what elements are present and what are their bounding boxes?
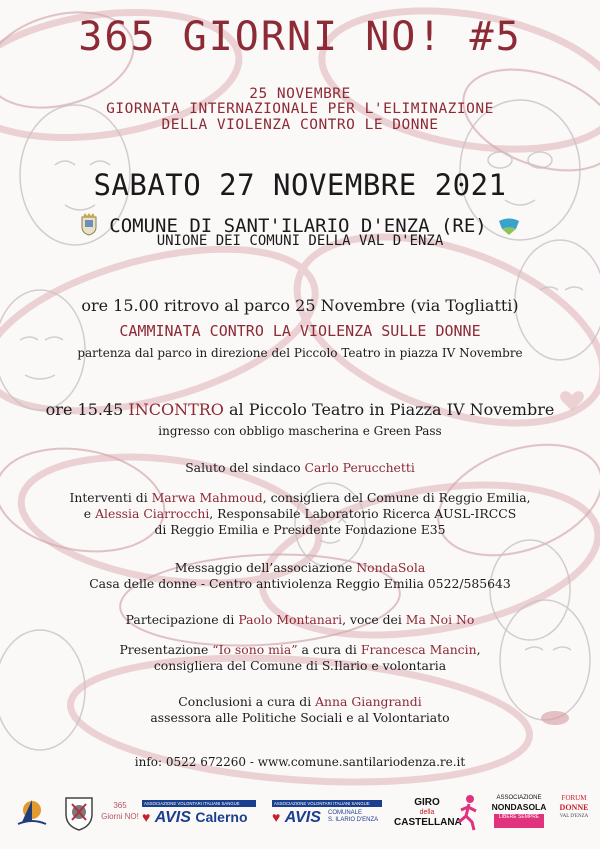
- giro-castellana: CASTELLANA: [394, 817, 462, 828]
- message-line-1: [0, 560, 600, 575]
- subtitle-line-2: DELLA VIOLENZA CONTRO LE DONNE: [161, 117, 439, 133]
- giro-castellana-logo: [394, 798, 460, 834]
- meeting-time: ore 15.45: [45, 400, 129, 419]
- speakers-line-1: [0, 490, 600, 505]
- forum-donne: DONNE: [559, 803, 589, 812]
- subtitle-line-1: GIORNATA INTERNAZIONALE PER L'ELIMINAZIONE: [106, 101, 494, 117]
- meeting-time-line: ore 15.00 ritrovo al parco 25 Novembre (via Togliatti): [81, 296, 519, 315]
- participation-mid: , voce dei: [342, 612, 406, 627]
- subtitle-date: 25 NOVEMBRE: [249, 86, 351, 102]
- speakers-conj: e: [83, 506, 96, 521]
- presentation-line-1: [0, 642, 600, 657]
- presentation-mid: a cura di: [297, 642, 361, 657]
- info-line: info: 0522 672260 - www.comune.santilariodenza.re.it: [134, 755, 466, 769]
- runner-icon: [456, 794, 480, 832]
- avis-santilario-logo: [272, 800, 382, 832]
- greeting-prefix: Saluto del sindaco: [185, 460, 305, 475]
- presentation-prefix: Presentazione: [119, 642, 213, 657]
- speaker-2-name: Alessia Ciarrocchi: [95, 506, 210, 521]
- speakers-prefix: Interventi di: [69, 490, 152, 505]
- nondasola-name: NONDASOLA: [491, 802, 547, 812]
- meeting-place: al Piccolo Teatro in Piazza IV Novembre: [223, 400, 555, 419]
- event-title: 365 GIORNI NO! #5: [78, 14, 522, 60]
- avis-heart-icon: ♥: [142, 809, 151, 825]
- club-crest-logo: [62, 794, 96, 832]
- event-date: SABATO 27 NOVEMBRE 2021: [93, 168, 507, 202]
- avis-santilario-c2: S. ILARIO D'ENZA: [328, 817, 379, 823]
- 365-giorni-logo: [100, 800, 140, 822]
- walk-title: CAMMINATA CONTRO LA VIOLENZA SULLE DONNE: [119, 322, 481, 340]
- participation-prefix: Partecipazione di: [125, 612, 239, 627]
- conclusions-line-1: [0, 694, 600, 709]
- meeting-highlight: INCONTRO: [128, 400, 224, 419]
- avis-calerno-logo: [142, 800, 256, 832]
- mayor-name: Carlo Perucchetti: [304, 460, 415, 475]
- avis-calerno-band: ASSOCIAZIONE VOLONTARI ITALIANI SANGUE: [142, 800, 256, 807]
- message-prefix: Messaggio dell’associazione: [174, 560, 357, 575]
- presentation-comma: ,: [476, 642, 481, 657]
- message-line-2: Casa delle donne - Centro antiviolenza Reggio Emilia 0522/585643: [89, 576, 511, 591]
- walk-route: partenza dal parco in direzione del Piccolo Teatro in piazza IV Novembre: [77, 346, 523, 360]
- avis-calerno-city: Calerno: [195, 809, 248, 825]
- nondasola-logo: [488, 794, 550, 834]
- presenter-name: Francesca Mancin: [360, 642, 477, 657]
- speakers-line-3: di Reggio Emilia e Presidente Fondazione E35: [154, 522, 446, 537]
- union-name: UNIONE DEI COMUNI DELLA VAL D'ENZA: [156, 233, 444, 249]
- municipality-name: COMUNE DI SANT'ILARIO D'ENZA (RE): [109, 215, 487, 237]
- forum-valdenza: VAL D'ENZA: [559, 814, 589, 819]
- band-name: Ma Noi No: [405, 612, 475, 627]
- forum-word: FORUM: [561, 794, 587, 802]
- association-name: NondaSola: [356, 560, 426, 575]
- avis-santilario-c1: COMUNALE: [328, 810, 363, 816]
- conclusions-prefix: Conclusioni a cura di: [178, 694, 316, 709]
- avis-santilario-band: ASSOCIAZIONE VOLONTARI ITALIANI SANGUE: [272, 800, 382, 807]
- giro-word: GIRO: [414, 797, 440, 808]
- nondasola-tagline: LIBERE SEMPRE: [494, 814, 544, 828]
- sponsor-logos: [0, 790, 600, 840]
- presentation-line-2: consigliera del Comune di S.Ilario e volontaria: [153, 658, 447, 673]
- nondasola-assoc: ASSOCIAZIONE: [496, 795, 542, 801]
- speaker-1-role: , consigliera del Comune di Reggio Emilia,: [262, 490, 531, 505]
- assessor-name: Anna Giangrandi: [315, 694, 422, 709]
- conclusions-line-2: assessora alle Politiche Sociali e al Volontariato: [150, 710, 450, 725]
- book-title: “Io sono mia”: [212, 642, 298, 657]
- 365-logo-number: 365: [113, 801, 127, 810]
- sailing-club-logo: [14, 796, 50, 832]
- meeting-line: [0, 400, 600, 419]
- speaker-2-role: , Responsabile Laboratorio Ricerca AUSL-IRCCS: [209, 506, 517, 521]
- 365-logo-text: Giorni NO!: [101, 812, 139, 821]
- speakers-line-2: [0, 506, 600, 521]
- avis-calerno-name: AVIS: [154, 809, 191, 826]
- participation-line: [0, 612, 600, 627]
- giro-della: della: [419, 809, 435, 816]
- speaker-1-name: Marwa Mahmoud: [151, 490, 263, 505]
- greeting-line: [0, 460, 600, 475]
- forum-donne-logo: [554, 794, 594, 834]
- avis-santilario-name: AVIS: [284, 809, 321, 826]
- entry-requirements: ingresso con obbligo mascherina e Green Pass: [158, 424, 442, 438]
- singer-name: Paolo Montanari: [238, 612, 343, 627]
- avis-heart-icon-2: ♥: [272, 809, 281, 825]
